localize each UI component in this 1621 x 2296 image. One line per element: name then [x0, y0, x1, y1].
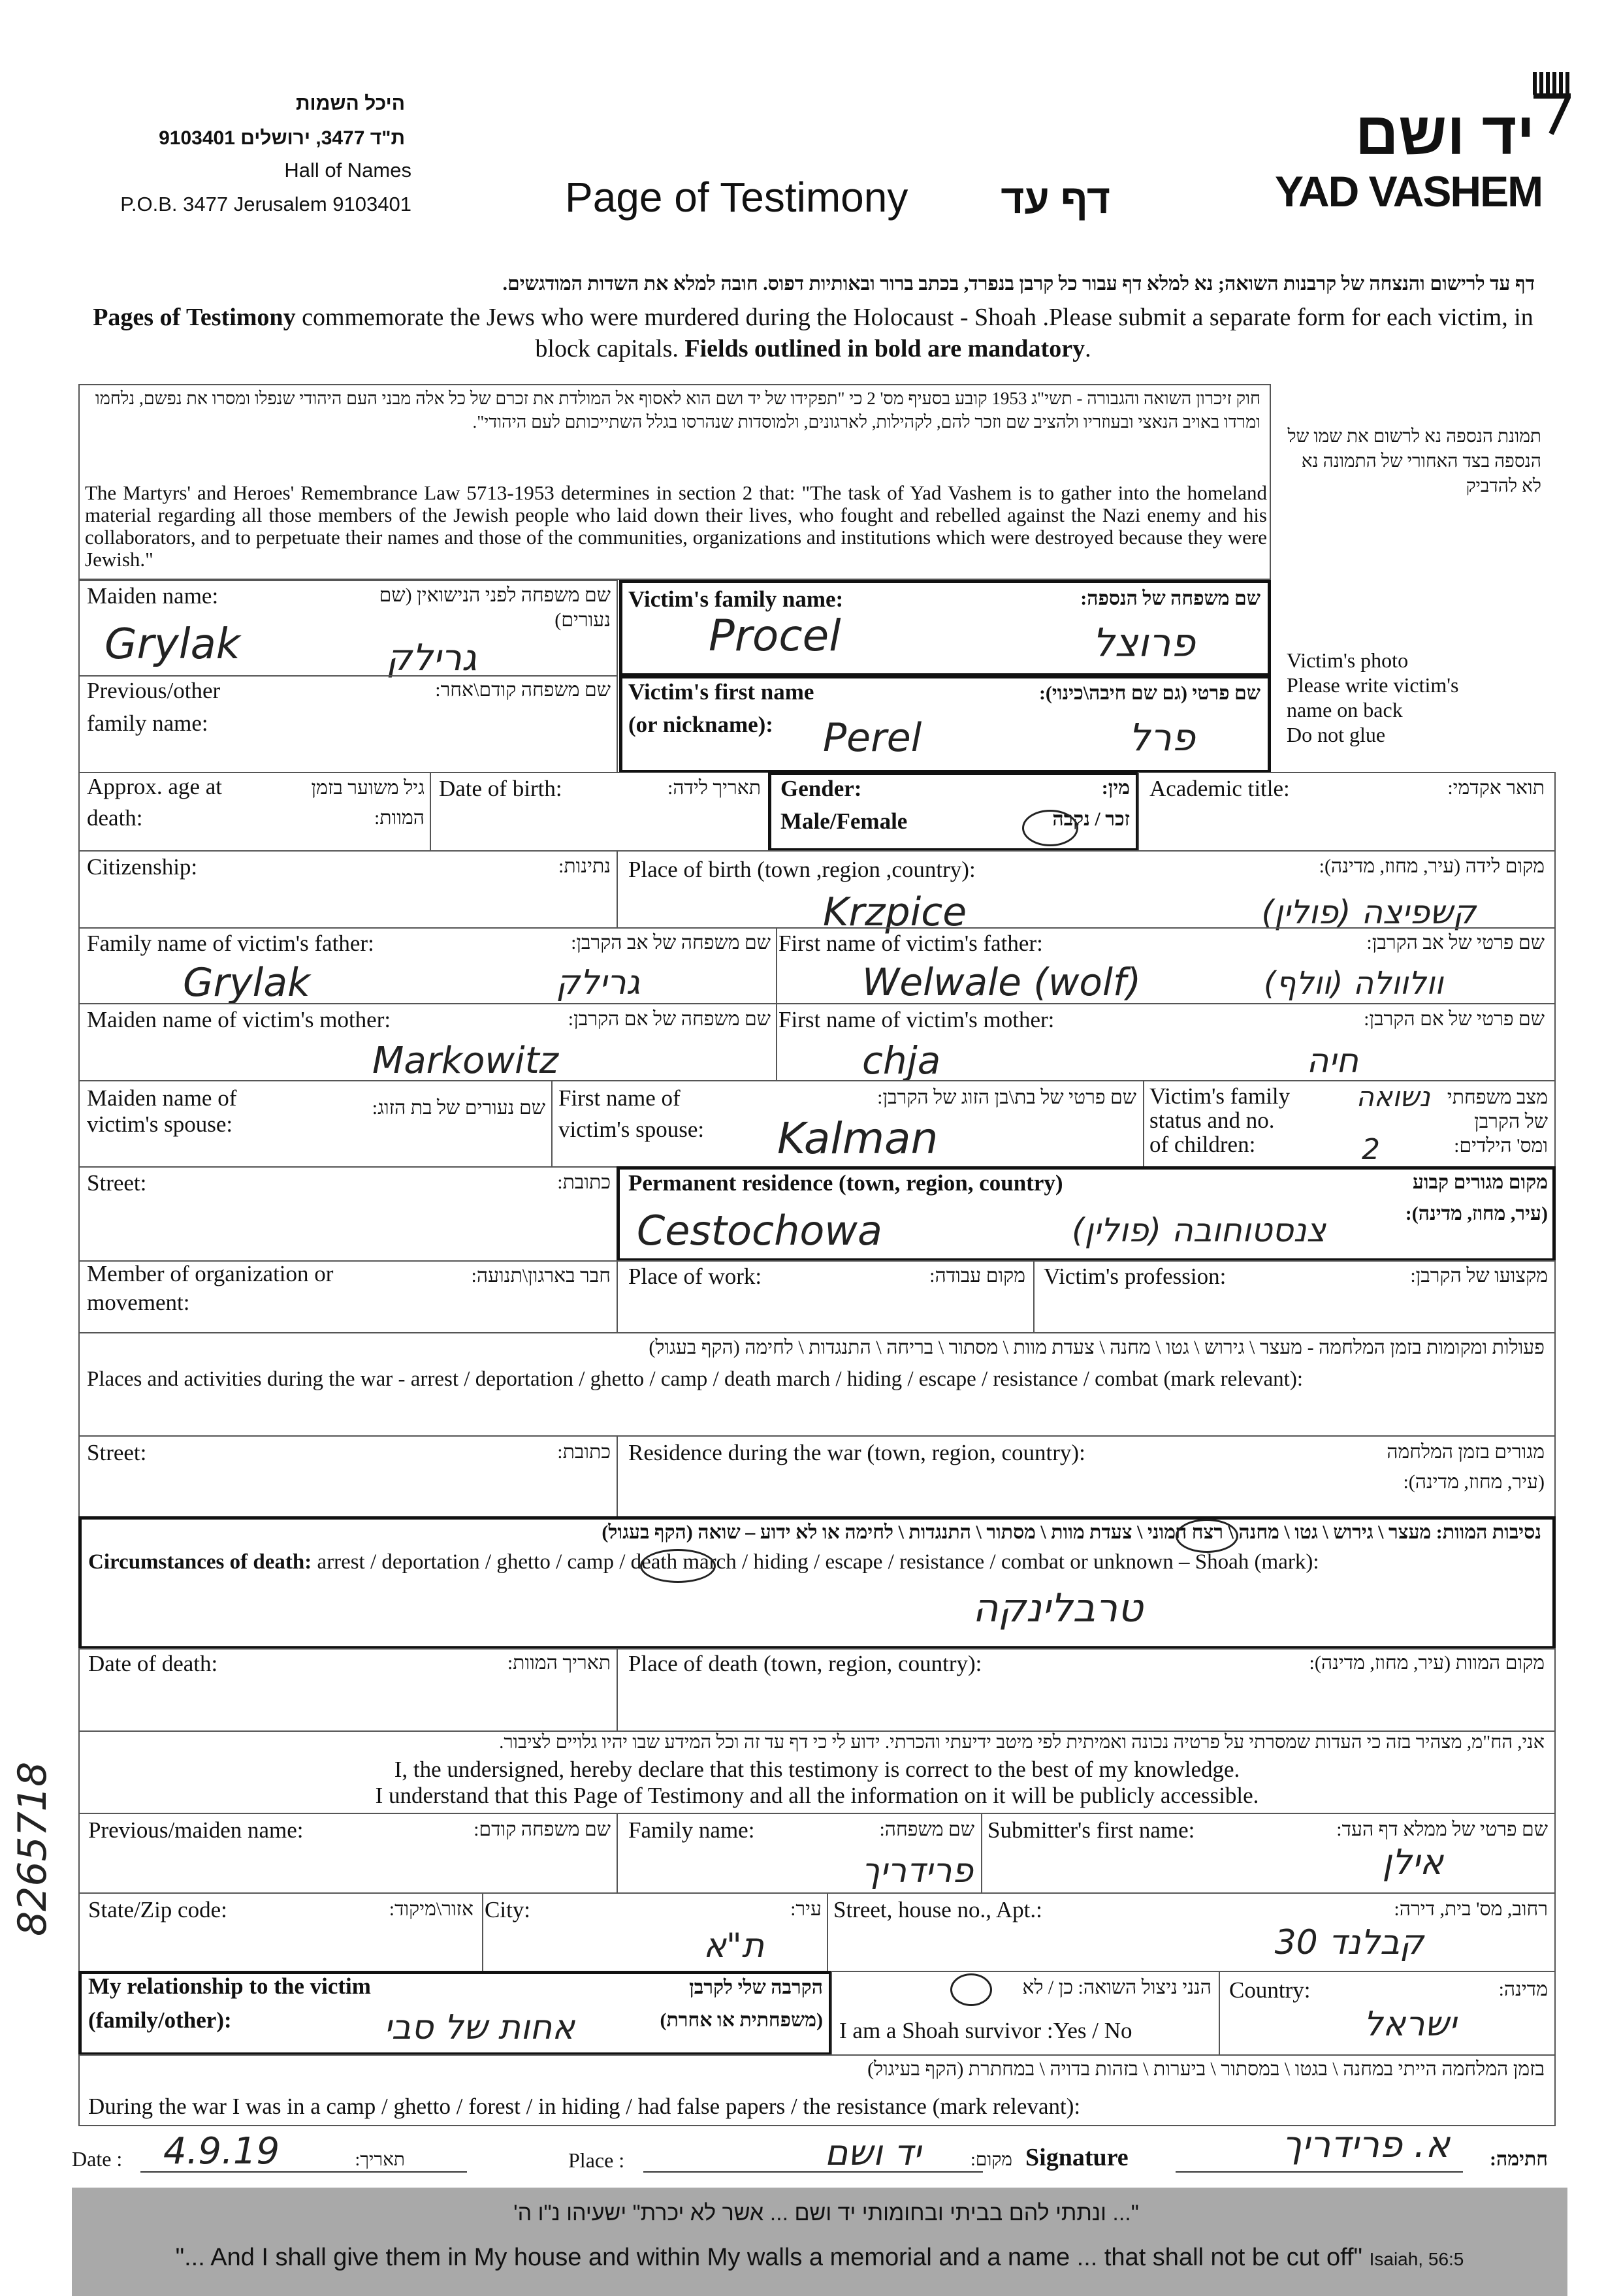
relationship-he2: (משפחתית או אחרת) [660, 2009, 823, 2031]
family-value: Procel [709, 611, 841, 661]
survivor-no-circle [950, 1973, 992, 2006]
first-value-he: פרל [1129, 715, 1195, 759]
dob-label-en: Date of birth: [439, 776, 562, 801]
father-family-label-he: שם משפחה של אב הקרבן: [571, 932, 771, 953]
city-label-he: עיר: [790, 1898, 822, 1920]
death-circ-en-bold: Circumstances of death: [88, 1550, 312, 1574]
spouse-first-label-he: שם פרטי של בת\בן הזוג של הקרבן: [877, 1087, 1136, 1108]
quote-en-text: "... And I shall give them in My house and within My walls a memorial and a name ... that shall not be cut off" [175, 2244, 1363, 2271]
first-label-en [628, 679, 814, 738]
quote-he: "... ונתתי להם בביתי ובחומותי יד ושם ... אשר לא יכרת" ישעיהו נ"ו ה' [513, 2201, 1139, 2225]
family-status-en3: of children: [1149, 1132, 1256, 1157]
children-count-value: 2 [1362, 1133, 1380, 1166]
gender-he1: מין: [1101, 777, 1130, 799]
spouse-maiden-label-he: שם נעורים של בת הזוג: [372, 1097, 545, 1119]
spouse-first-value: Kalman [777, 1113, 939, 1164]
work-label-he: מקום עבודה: [929, 1265, 1025, 1286]
age-he1: גיל משוער בזמן [311, 777, 425, 799]
relationship-value-he: אחות של סבי [384, 2008, 575, 2047]
maiden-value: Grylak [104, 620, 240, 669]
pod-label-en: Place of death (town, region, country): [628, 1651, 982, 1676]
death-place-value-he: טרבלינקה [972, 1586, 1143, 1631]
title-label-he: תואר אקדמי: [1447, 777, 1545, 799]
relationship-label-he [581, 1975, 823, 2033]
relationship-en1: My relationship to the victim [88, 1973, 371, 1999]
father-first-label-en: First name of victim's father: [778, 931, 1043, 956]
intro-en-end: . [1085, 335, 1091, 362]
prev-family-en2: family name: [87, 710, 208, 736]
first-en2: (or nickname): [628, 712, 773, 737]
survivor-label-en: I am a Shoah survivor :Yes / No [839, 2018, 1132, 2043]
gender-label-en [780, 776, 907, 835]
war-residence-he2: (עיר, מחוז, מדינה): [1403, 1471, 1545, 1493]
maiden-label-en: Maiden name: [87, 583, 219, 609]
sub-family-label-en: Family name: [628, 1817, 755, 1843]
mother-maiden-label-he: שם משפחה של אם הקרבן: [568, 1008, 771, 1030]
residence-he1: מקום מגורים קבוע [1412, 1172, 1548, 1193]
org-label-en [87, 1262, 333, 1315]
family-status-he1: מצב משפחתי [1447, 1087, 1548, 1108]
pod-label-he: מקום המוות (עיר, מחוז, מדינה): [1309, 1652, 1545, 1674]
prev-family-label-he: שם משפחה קודם\אחר: [435, 679, 611, 701]
family-value-he: פרוצל [1092, 620, 1195, 666]
family-status-en2: status and no. [1149, 1108, 1275, 1133]
org-label-he: חבר בארגון\תנועה: [471, 1265, 611, 1286]
relationship-en2: (family/other): [88, 2007, 232, 2033]
logo-he: יד ושם [1355, 101, 1535, 167]
city-value-he: ת"א [703, 1926, 764, 1966]
signature-value: א. פרידריך [1282, 2124, 1450, 2166]
signature-label-en: Signature [1025, 2144, 1129, 2171]
first-en1: Victim's first name [628, 679, 814, 705]
residence-he2: (עיר, מחוז, מדינה): [1405, 1203, 1548, 1224]
place-label-en: Place : [568, 2148, 625, 2172]
first-label-he: שם פרטי (גם שם חיבה\כינוי): [1038, 682, 1260, 704]
org-en2: movement: [87, 1290, 190, 1315]
law-en: The Martyrs' and Heroes' Remembrance Law 5713-1953 determines in section 2 that: "The task of Yad Vashem is to gather into the homeland material regarding all those members of the Jewish people who laid down their lives, who fought and rebelled against the Nazi enemy and his collaborators, and to perpetuate their names and those of the communities, organizations and institutions which were destroyed because they were Jewish." [85, 481, 1267, 571]
activities-label-he: פעולות ומקומות בזמן המלחמה - מעצר \ גירוש \ גטו \ מחנה \ צעדת מוות \ מסתור \ בריחה \ התנגדות \ לחימה (הקף בעגול) [649, 1337, 1545, 1358]
mother-first-label-en: First name of victim's mother: [778, 1007, 1055, 1032]
dod-label-he: תאריך המוות: [507, 1652, 611, 1674]
date-label-he: תאריך: [355, 2150, 405, 2170]
war-street-label-en: Street: [87, 1440, 147, 1465]
dod-label-en: Date of death: [88, 1651, 218, 1676]
gender-he2: זכר / נקבה [1052, 808, 1130, 830]
org-he-line2: ת"ד 3477, ירושלים 9103401 [159, 127, 405, 149]
pob-value: Krzpice [823, 889, 967, 935]
quote-en [72, 2244, 1567, 2272]
family-status-label-en [1149, 1084, 1290, 1156]
spouse-first-en1: First name of [558, 1085, 681, 1111]
camp-circle-en [640, 1549, 716, 1583]
dob-label-he: תאריך לידה: [667, 777, 761, 799]
maiden-label-he: שם משפחה לפני הנישואין (שם נעורים) [379, 584, 611, 631]
residence-value-he: צנסטוחובה (פולין) [1071, 1211, 1326, 1249]
declaration-en1: I, the undersigned, hereby declare that this testimony is correct to the best of my knowledge. [394, 1757, 1240, 1782]
war-street-label-he: כתובת: [557, 1441, 611, 1463]
activities-label-en: Places and activities during the war - arrest / deportation / ghetto / camp / death march / hiding / escape / resistance / combat (mark relevant): [87, 1367, 1304, 1391]
relationship-he1: הקרבה שלי לקרבן [689, 1977, 823, 1998]
photo-en [1287, 648, 1535, 747]
place-value: יד ושם [824, 2132, 921, 2173]
profession-label-he: מקצועו של הקרבן: [1410, 1265, 1548, 1286]
zip-label-he: אזור\מיקוד: [389, 1898, 473, 1920]
mother-first-value: chja [862, 1038, 941, 1083]
intro-en-bold: Pages of Testimony [93, 304, 296, 331]
age-he2: המוות: [374, 807, 425, 829]
gender-female-circle [1022, 810, 1078, 846]
photo-en-l4: Do not glue [1287, 723, 1386, 746]
sub-family-value-he: פרידריך [861, 1851, 973, 1890]
pob-value-he: קשפיצה (פולין) [1261, 893, 1476, 931]
org-en1: Member of organization or [87, 1261, 334, 1286]
family-status-label-he [1437, 1085, 1548, 1158]
signature-underline [1176, 2171, 1463, 2173]
city-label-en: City: [485, 1897, 531, 1922]
sub-street-label-en: Street, house no., Apt.: [833, 1897, 1042, 1922]
family-label-en: Victim's family name: [628, 586, 844, 612]
org-en-line1: Hall of Names [284, 159, 411, 182]
age-label-en [87, 774, 222, 831]
intro-en-rest: commemorate the Jews who were murdered during the Holocaust - Shoah .Please submit a separate form for each victim, in block capitals. [295, 304, 1533, 362]
sub-prev-label-he: שם משפחה קודם: [473, 1819, 611, 1840]
mother-first-value-he: חיה [1306, 1042, 1358, 1081]
camp-circle-he [1176, 1519, 1238, 1553]
death-circ-label-he: נסיבות המוות: מעצר \ גירוש \ גטו \ מחנה \ רצח המוני \ צעדת מוות \ מסתור \ התנגדות \ לחימה או לא ידוע – שואה (הקף בעגול) [602, 1522, 1541, 1543]
war-residence-label-he [1326, 1440, 1545, 1495]
maiden-value-he: גרילק [386, 637, 477, 679]
spouse-maiden-label-en [87, 1085, 236, 1138]
spouse-maiden-en1: Maiden name of [87, 1085, 237, 1111]
street-label-he: כתובת: [557, 1172, 611, 1193]
family-status-he3: ומס' הילדים: [1454, 1135, 1548, 1156]
org-en-line2: P.O.B. 3477 Jerusalem 9103401 [120, 193, 411, 215]
country-label-en: Country: [1229, 1977, 1311, 2003]
age-label-he [274, 776, 425, 831]
profession-label-en: Victim's profession: [1044, 1264, 1227, 1289]
work-label-en: Place of work: [628, 1264, 762, 1289]
father-family-value: Grylak [183, 960, 310, 1006]
survivor-label-he: הנני ניצול השואה: כן / לא [1022, 1977, 1212, 1998]
father-first-label-he: שם פרטי של אב הקרבן: [1366, 932, 1545, 953]
law-he: חוק זיכרון השואה והגבורה - תשי"ג 1953 קובע בסעיף מס' 2 כי "תפקידו של יד ושם הוא לאסוף אל המולדת את זכרם של כל אלה מבני העם היהודי שנפלו ומסרו את נפשם, נלחמו ומרדו באויב הנאצי ובעוזריו ולהציב שם וזכר להם, לקהילות, לארגונים, ולמוסדות שנהרסו בגלל השתייכותם לעם היהודי". [95, 389, 1260, 432]
signature-label-he: חתימה: [1490, 2148, 1548, 2170]
prev-family-en1: Previous/other [87, 678, 221, 703]
pob-label-en: Place of birth (town ,region ,country): [628, 857, 976, 882]
yad-vashem-logo [1274, 69, 1581, 225]
family-label-he: שם משפחה של הנספה: [1080, 588, 1260, 609]
mother-first-label-he: שם פרטי של אם הקרבן: [1364, 1008, 1545, 1030]
menorah-icon [1532, 69, 1571, 137]
residence-label-he [1313, 1170, 1548, 1226]
spouse-first-en2: victim's spouse: [558, 1117, 705, 1142]
pob-label-he: מקום לידה (עיר, מחוז, מדינה): [1319, 855, 1545, 877]
sub-first-label-en: Submitter's first name: [987, 1817, 1195, 1843]
declaration-en2: I understand that this Page of Testimony and all the information on it will be publicly accessible. [375, 1783, 1259, 1808]
intro-he: דף עד לרישום והנצחה של קרבנות השואה; נא למלא דף עבור כל קרבן בנפרד, בכתב ברור ובאותיות דפוס. חובה למלא את השדות המודגשים. [502, 273, 1535, 295]
family-status-en1: Victim's family [1149, 1083, 1291, 1109]
sub-family-label-he: שם משפחה: [879, 1819, 974, 1840]
org-he-line1: היכל השמות [295, 93, 405, 114]
sub-first-label-he: שם פרטי של ממלא דף העד: [1336, 1819, 1548, 1840]
logo-en: YAD VASHEM [1275, 167, 1543, 215]
sub-street-label-he: רחוב, מס' בית, דירה: [1394, 1898, 1548, 1920]
citizenship-label-en: Citizenship: [87, 854, 198, 880]
prev-family-label-en [87, 678, 220, 737]
father-first-value: Welwale (wolf) [862, 960, 1142, 1004]
age-en1: Approx. age at [87, 774, 223, 799]
declaration-he: אני, הח"מ, מצהיר בזה כי העדות שמסרתי על פרטיה נכונה ואמיתית לפי מיטב ידיעתי והכרתי. ידוע לי כי דף עד זה וכל המידע שבו יהיו גלויים לציבור. [499, 1732, 1545, 1753]
first-value: Perel [823, 715, 922, 761]
residence-label-en: Permanent residence (town, region, country) [628, 1170, 1063, 1196]
place-label-he: מקום: [971, 2150, 1012, 2170]
gender-en2: Male/Female [780, 808, 908, 834]
sub-prev-label-en: Previous/maiden name: [88, 1817, 304, 1843]
sub-first-value-he: אילן [1382, 1842, 1443, 1883]
photo-he: תמונת הנספה נא לרשום את שמו של הנספה בצד האחורי של התמונה נא לא להדביק [1287, 426, 1541, 496]
war-place-label-he: בזמן המלחמה הייתי במחנה \ בגטו \ במסתור \ ביערות \ בזהות בדויה \ במחתרת (הקף בעיגול) [867, 2058, 1545, 2080]
page-title-he: דף עד [1001, 177, 1110, 222]
residence-value: Cestochowa [637, 1207, 882, 1254]
intro-en-bold2: Fields outlined in bold are mandatory [684, 335, 1085, 362]
country-label-he: מדינה: [1498, 1979, 1548, 2000]
war-residence-he1: מגורים בזמן המלחמה [1387, 1441, 1545, 1463]
citizenship-label-he: נתינות: [558, 855, 611, 877]
family-status-he2: של הקרבן [1474, 1111, 1548, 1132]
margin-number: 8265718 [10, 1761, 56, 1936]
date-label-en: Date : [72, 2147, 123, 2171]
photo-en-l2: Please write victim's [1287, 673, 1459, 697]
zip-label-en: State/Zip code: [88, 1897, 227, 1922]
photo-en-l1: Victim's photo [1287, 648, 1409, 672]
intro-en [78, 302, 1548, 364]
page-title-en: Page of Testimony [565, 174, 908, 221]
street-label-en: Street: [87, 1170, 147, 1196]
mother-maiden-label-en: Maiden name of victim's mother: [87, 1007, 391, 1032]
father-first-value-he: וולוולה (וולף) [1263, 965, 1443, 1002]
country-value-he: ישראל [1363, 2005, 1456, 2044]
war-place-label-en: During the war I was in a camp / ghetto / forest / in hiding / had false papers / the resistance (mark relevant): [88, 2094, 1081, 2119]
father-family-value-he: גרילק [556, 963, 640, 1002]
mother-maiden-value: Markowitz [372, 1040, 559, 1082]
father-family-label-en: Family name of victim's father: [87, 931, 374, 956]
spouse-maiden-en2: victim's spouse: [87, 1111, 233, 1137]
gender-en1: Gender: [780, 776, 862, 801]
photo-en-l3: name on back [1287, 698, 1403, 722]
family-status-value: נשואה [1356, 1081, 1430, 1113]
quote-ref: Isaiah, 56:5 [1369, 2249, 1464, 2269]
war-residence-label-en: Residence during the war (town, region, country): [628, 1440, 1085, 1465]
death-circ-en: arrest / deportation / ghetto / camp / death march / hiding / escape / resistance / combat or unknown – Shoah (mark): [312, 1550, 1319, 1574]
date-value: 4.9.19 [163, 2130, 280, 2173]
spouse-first-label-en [558, 1085, 704, 1143]
age-en2: death: [87, 805, 143, 831]
sub-street-value-he: קבלנד 30 [1274, 1923, 1424, 1962]
title-label-en: Academic title: [1149, 776, 1290, 801]
